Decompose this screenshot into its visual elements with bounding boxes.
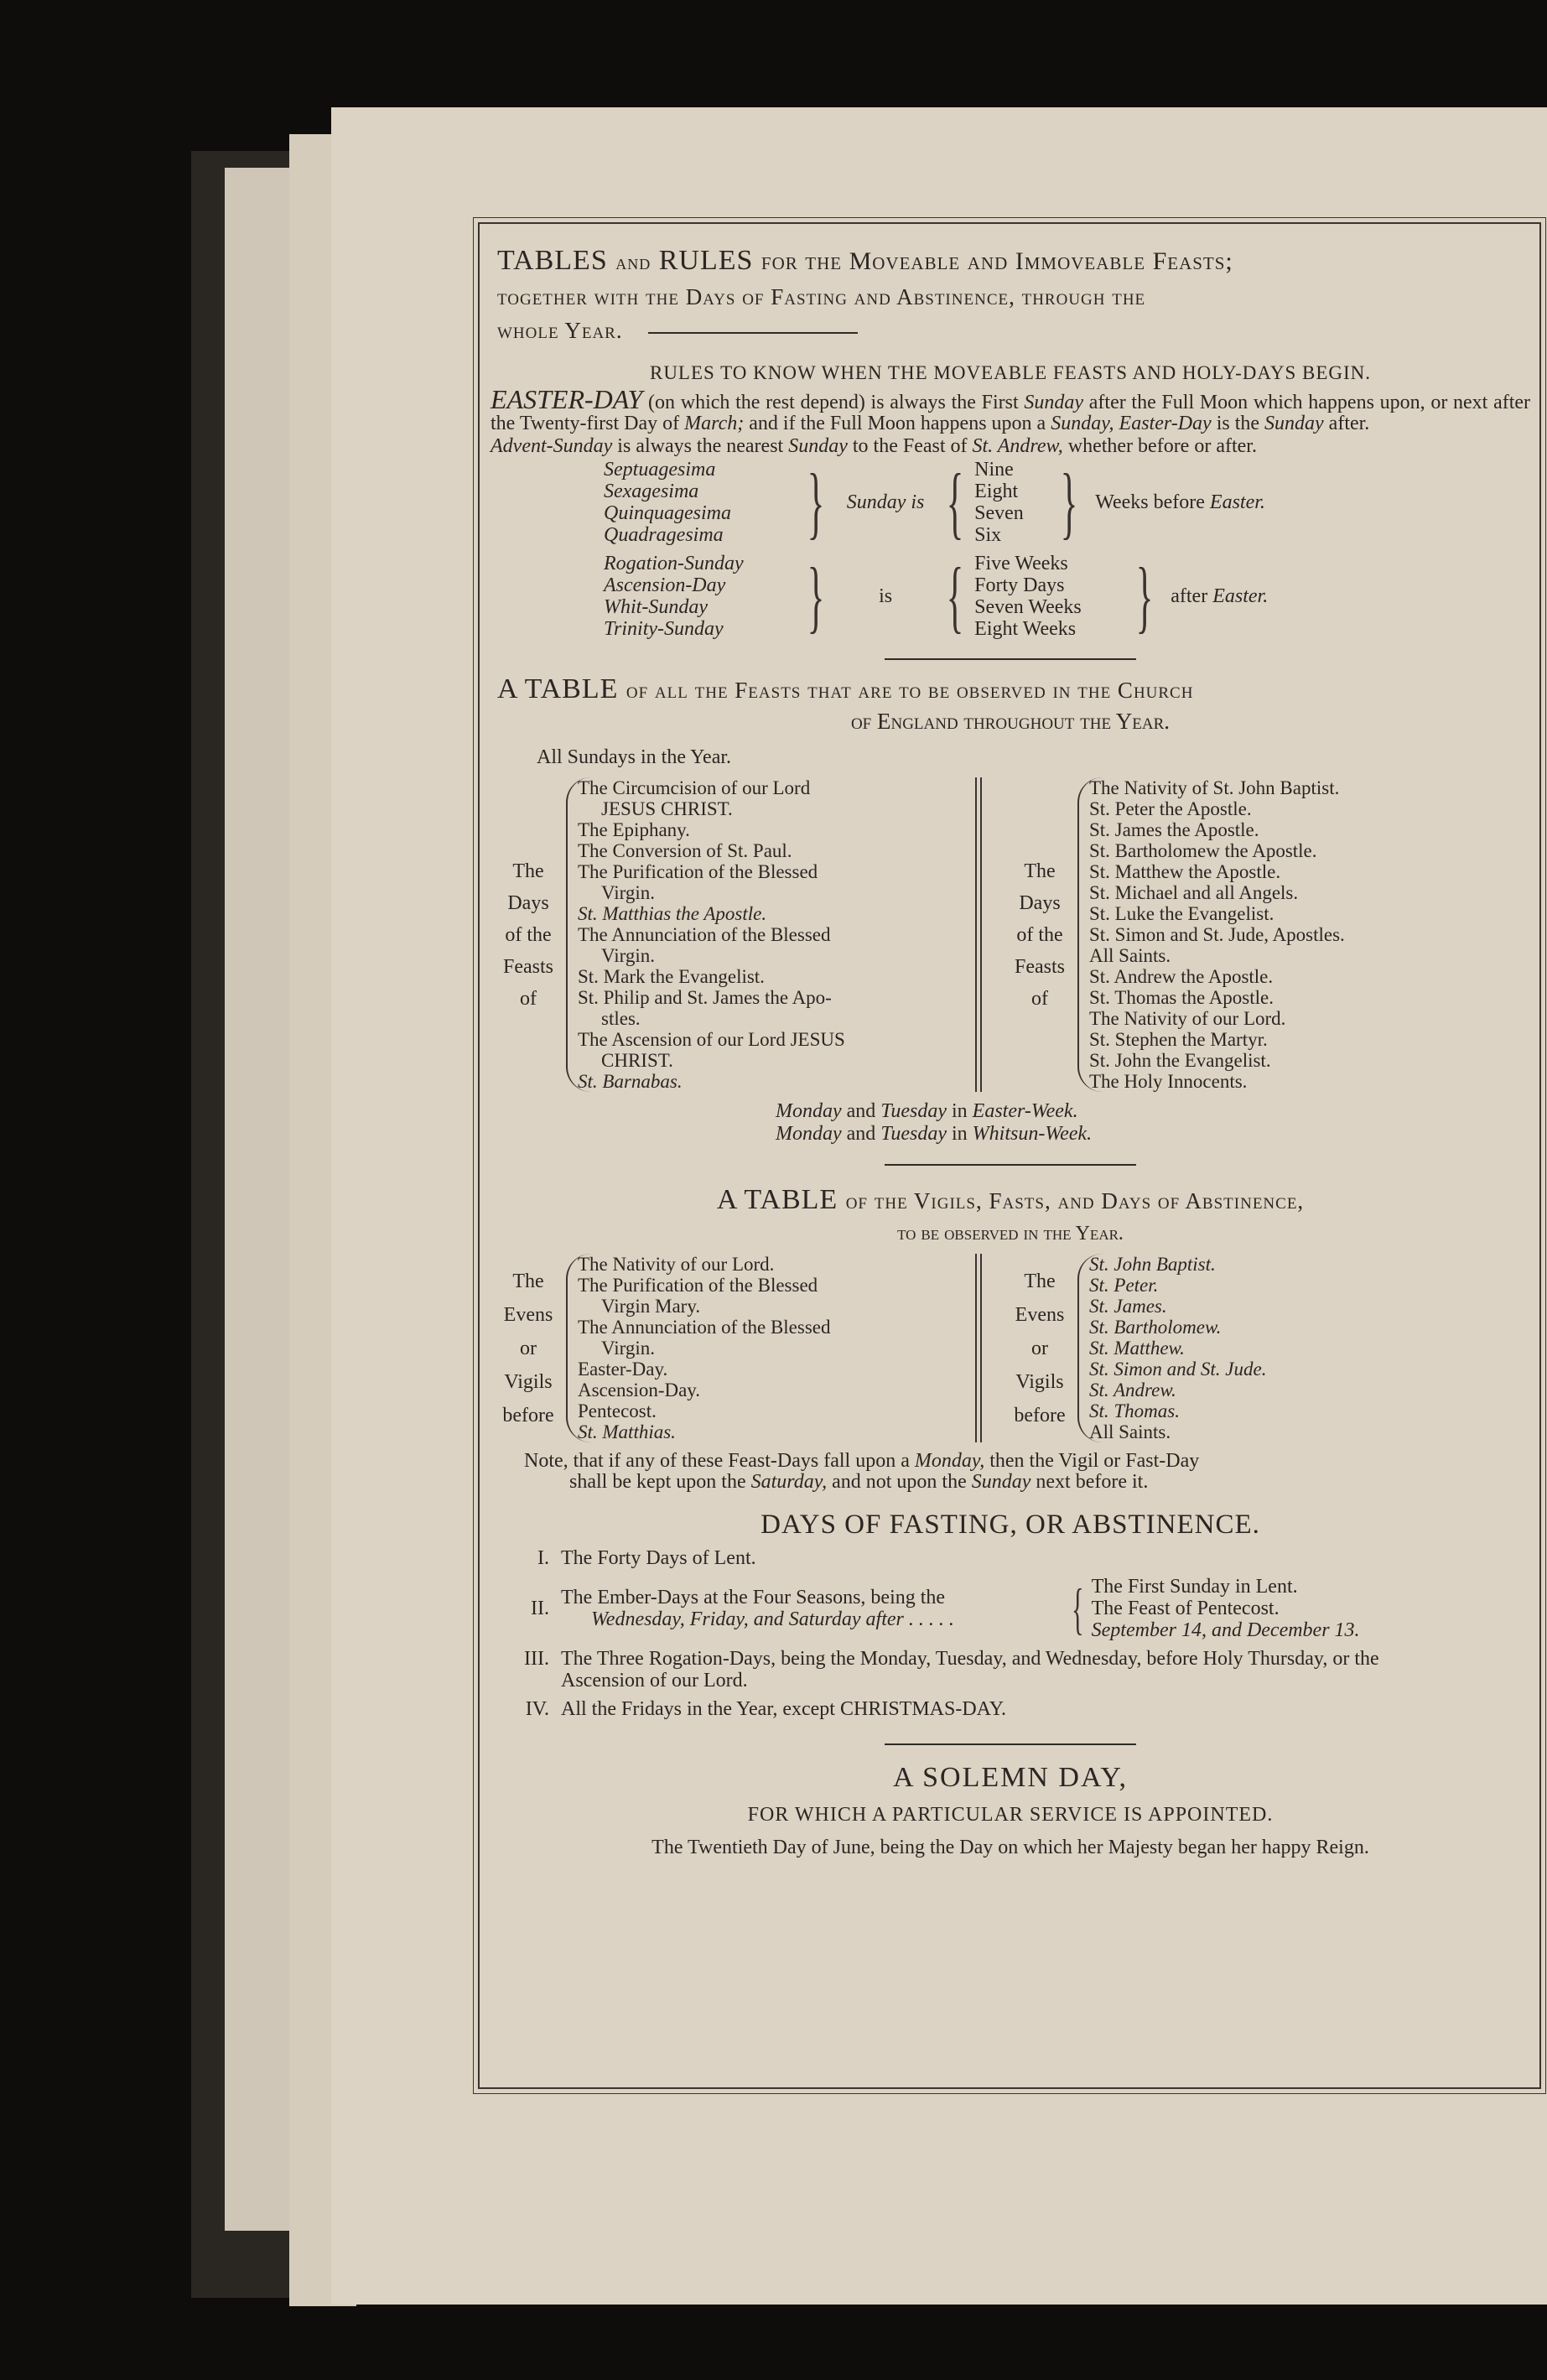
group1-name: Quinquagesima	[604, 502, 731, 524]
side-label-line: of	[520, 987, 537, 1010]
list-item: All Saints.	[1089, 945, 1171, 966]
rogation-group	[604, 553, 1530, 640]
side-label-line: Evens	[503, 1303, 553, 1326]
note-sunday: Sunday	[971, 1471, 1031, 1493]
group1-end-b: Easter.	[1209, 491, 1265, 513]
footer-word: and	[846, 1100, 876, 1122]
note-monday: Monday,	[914, 1450, 985, 1472]
list-item: All Saints.	[1089, 1421, 1171, 1442]
fasting-item-3	[491, 1648, 1530, 1691]
footer-word: in	[951, 1123, 968, 1145]
feasts-title	[497, 673, 1530, 705]
title-rules: RULES	[658, 245, 754, 276]
advent-text-1: is always the nearest	[617, 435, 784, 457]
vigils-table	[491, 1254, 1530, 1442]
item-text: The Three Rogation-Days, being the Monday, Tuesday, and Wednesday, before Holy Thursday, or the Ascension of our Lord.	[561, 1648, 1379, 1691]
vigils-right-label	[1002, 1254, 1077, 1442]
side-label-line: Evens	[1015, 1303, 1065, 1326]
easter-day: Easter-Day	[1119, 413, 1212, 434]
group2-name: Trinity-Sunday	[604, 618, 724, 640]
solemn-title: A SOLEMN DAY,	[892, 1762, 1129, 1793]
vigils-title-c: to be observed in the Year.	[897, 1223, 1124, 1245]
item-number: II.	[531, 1598, 549, 1619]
list-item: Virgin.	[601, 1338, 656, 1359]
list-item: St. Bartholomew the Apostle.	[1089, 840, 1317, 861]
list-item: St. John the Evangelist.	[1089, 1050, 1271, 1071]
septuagesima-group	[604, 459, 1530, 546]
item-text: The Forty Days of Lent.	[561, 1547, 756, 1569]
group1-count: Nine	[974, 459, 1014, 481]
group1-count: Seven	[974, 502, 1024, 524]
section-rule	[885, 1743, 1136, 1745]
page-content	[491, 243, 1530, 1859]
side-label-line: Vigils	[504, 1370, 553, 1393]
item-text: All the Fridays in the Year, except CHRISTMAS-DAY.	[561, 1698, 1007, 1720]
easter-text-4: is the	[1216, 413, 1260, 434]
group2-count: Eight Weeks	[974, 618, 1077, 640]
list-item: JESUS CHRIST.	[601, 798, 733, 819]
list-item: St. Stephen the Martyr.	[1089, 1029, 1268, 1050]
footer-word: Whitsun-Week.	[972, 1123, 1093, 1145]
title-line3: whole Year.	[497, 318, 623, 343]
advent-andrew: St. Andrew,	[972, 435, 1063, 457]
list-item: St. Bartholomew.	[1089, 1317, 1222, 1338]
list-item: St. Matthew the Apostle.	[1089, 861, 1281, 882]
brace-left: {	[1071, 1577, 1084, 1640]
note-saturday: Saturday,	[750, 1471, 828, 1493]
solemn-text: The Twentieth Day of June, being the Day on which her Majesty began her happy Reign.	[652, 1837, 1369, 1858]
feasts-footer-line1	[776, 1100, 1530, 1123]
feasts-right-label	[1002, 777, 1077, 1092]
easter-sunday: Sunday	[1024, 392, 1084, 413]
list-item: St. Luke the Evangelist.	[1089, 903, 1274, 924]
note-text: shall be kept upon the	[569, 1471, 746, 1493]
column-divider	[975, 777, 982, 1092]
footer-word: in	[951, 1100, 968, 1122]
feasts-footer-line2	[776, 1123, 1530, 1146]
group2-count: Forty Days	[974, 574, 1065, 596]
fasting-item-4	[491, 1698, 1530, 1720]
group1-counts	[974, 459, 1050, 546]
title-tables: TABLES	[497, 245, 608, 276]
side-label-line: The	[512, 1270, 544, 1292]
side-label-line: or	[1031, 1337, 1048, 1359]
group1-end-a: Weeks before	[1095, 491, 1205, 513]
group1-name: Sexagesima	[604, 481, 699, 502]
side-label-line: before	[502, 1404, 554, 1426]
list-item: St. Matthew.	[1089, 1338, 1185, 1359]
feasts-title-a: A TABLE	[497, 673, 619, 704]
easter-march: March;	[684, 413, 745, 434]
column-divider	[975, 1254, 982, 1442]
list-item: St. Michael and all Angels.	[1089, 882, 1299, 903]
list-item: The Nativity of our Lord.	[578, 1254, 775, 1275]
rules-heading: RULES TO KNOW WHEN THE MOVEABLE FEASTS AND HOLY-DAYS BEGIN.	[649, 362, 1372, 383]
list-item: St. Matthias the Apostle.	[578, 903, 767, 924]
brace-left: {	[946, 457, 964, 547]
title-line2: together with the Days of Fasting and Abstinence, through the	[497, 284, 1146, 309]
advent-text-2: to the Feast of	[852, 435, 968, 457]
list-item: Virgin Mary.	[601, 1296, 701, 1317]
list-item: St. Andrew.	[1089, 1380, 1176, 1400]
fasting-item-1	[491, 1547, 1530, 1569]
group1-name: Septuagesima	[604, 459, 716, 481]
ember-dates	[1092, 1576, 1360, 1641]
easter-sunday3: Sunday	[1264, 413, 1324, 434]
feasts-title-b: of all the Feasts that are to be observed in the Church	[626, 678, 1194, 703]
group2-mid: is	[879, 585, 893, 607]
vigils-section	[491, 1184, 1530, 1493]
list-item: Pentecost.	[578, 1400, 657, 1421]
group1-count: Eight	[974, 481, 1019, 502]
title-rule	[648, 332, 858, 334]
list-item: The Holy Innocents.	[1089, 1071, 1248, 1092]
vigils-title-a: A TABLE	[716, 1184, 838, 1215]
footer-word: Monday	[776, 1123, 842, 1145]
feasts-left-label	[491, 777, 566, 1092]
fasting-item-2	[491, 1576, 1530, 1641]
list-item: stles.	[601, 1008, 641, 1029]
group2-end	[1171, 585, 1268, 607]
brace-right: }	[1135, 551, 1154, 641]
list-item: St. John Baptist.	[1089, 1254, 1216, 1275]
item-text: The Ember-Days at the Four Seasons, being the	[561, 1587, 946, 1608]
easter-text-1: (on which the rest depend) is always the First	[648, 392, 1019, 413]
easter-text-2: after the Full Moon which happens upon, or next after the Twenty-first Day of	[491, 392, 1531, 434]
title-and: and	[615, 250, 652, 274]
advent-sunday: Sunday	[788, 435, 848, 457]
feasts-left-list	[566, 777, 955, 1092]
title-line1-rest: for the Moveable and Immoveable Feasts;	[761, 247, 1233, 275]
list-item: The Nativity of St. John Baptist.	[1089, 777, 1340, 798]
group2-end-b: Easter.	[1212, 585, 1269, 607]
group1-name: Quadragesima	[604, 524, 724, 546]
solemn-subtitle: FOR WHICH A PARTICULAR SERVICE IS APPOINTED.	[747, 1804, 1274, 1826]
side-label-line: before	[1014, 1404, 1066, 1426]
fasting-section	[491, 1510, 1530, 1720]
group2-name: Ascension-Day	[604, 574, 726, 596]
brace-right: }	[807, 551, 825, 641]
item-text: Wednesday, Friday, and Saturday after . . . . .	[591, 1608, 954, 1630]
side-label-line: Days	[507, 891, 549, 914]
brace-right: }	[807, 457, 825, 547]
list-item: St. Barnabas.	[578, 1071, 683, 1092]
easter-sunday2: Sunday,	[1051, 413, 1114, 434]
list-item: The Circumcision of our Lord	[578, 777, 811, 798]
group2-count: Seven Weeks	[974, 596, 1082, 618]
brace-right: }	[1060, 457, 1078, 547]
list-item: St. Simon and St. Jude.	[1089, 1359, 1267, 1380]
vigils-title	[491, 1184, 1530, 1216]
footer-word: and	[846, 1123, 876, 1145]
vigils-left-list	[566, 1254, 955, 1442]
side-label-line: of the	[505, 923, 552, 946]
feasts-table	[491, 777, 1530, 1092]
footer-word: Easter-Week.	[972, 1100, 1078, 1122]
vigils-note	[524, 1451, 1530, 1493]
group1-end	[1095, 491, 1265, 513]
list-item: The Annunciation of the Blessed	[578, 924, 831, 945]
side-label-line: The	[1024, 1270, 1056, 1292]
list-item: St. Thomas the Apostle.	[1089, 987, 1274, 1008]
easter-lead: EASTER-DAY	[491, 384, 643, 414]
list-item: The Annunciation of the Blessed	[578, 1317, 831, 1338]
list-item: Ascension-Day.	[578, 1380, 701, 1400]
ember-date: The Feast of Pentecost.	[1091, 1598, 1280, 1619]
list-item: The Ascension of our Lord JESUS	[578, 1029, 845, 1050]
brace-left: {	[946, 551, 964, 641]
group2-counts	[974, 553, 1125, 640]
side-label-line: Vigils	[1015, 1370, 1064, 1393]
side-label-line: The	[1024, 860, 1056, 882]
side-label-line: of the	[1016, 923, 1063, 946]
list-item: St. Philip and St. James the Apo-	[578, 987, 832, 1008]
item-number: IV.	[525, 1698, 549, 1720]
note-text: and not upon the	[832, 1471, 967, 1493]
list-item: CHRIST.	[601, 1050, 673, 1071]
list-item: Virgin.	[601, 945, 656, 966]
ember-date: The First Sunday in Lent.	[1091, 1576, 1298, 1598]
note-text: Note, that if any of these Feast-Days fall upon a	[524, 1450, 910, 1472]
list-item: St. Thomas.	[1089, 1400, 1180, 1421]
advent-lead: Advent-Sunday	[491, 435, 613, 457]
item-number: III.	[524, 1648, 549, 1670]
section-rule	[885, 1164, 1136, 1166]
ember-date: September 14, and December 13.	[1091, 1619, 1360, 1641]
side-label-line: Feasts	[1015, 955, 1065, 978]
list-item: The Epiphany.	[578, 819, 690, 840]
list-item: St. James the Apostle.	[1089, 819, 1259, 840]
vigils-right-list	[1077, 1254, 1450, 1442]
list-item: St. Peter.	[1089, 1275, 1159, 1296]
vigils-title-b: of the Vigils, Fasts, and Days of Abstinence,	[845, 1188, 1305, 1213]
group2-name: Rogation-Sunday	[604, 553, 744, 574]
feasts-right-list	[1077, 777, 1450, 1092]
group2-end-a: after	[1171, 585, 1208, 607]
vigils-left-label	[491, 1254, 566, 1442]
easter-text-5: after.	[1328, 413, 1370, 434]
side-label-line: Days	[1019, 891, 1061, 914]
group2-count: Five Weeks	[974, 553, 1068, 574]
list-item: Easter-Day.	[578, 1359, 668, 1380]
list-item: The Conversion of St. Paul.	[578, 840, 792, 861]
group1-mid: Sunday is	[846, 491, 925, 513]
group1-count: Six	[974, 524, 1002, 546]
note-text: next before it.	[1036, 1471, 1149, 1493]
feasts-footer	[776, 1100, 1530, 1146]
note-text: then the Vigil or Fast-Day	[989, 1450, 1200, 1472]
list-item: The Purification of the Blessed	[578, 861, 818, 882]
feasts-section	[491, 673, 1530, 1146]
list-item: St. Matthias.	[578, 1421, 676, 1442]
list-item: St. Andrew the Apostle.	[1089, 966, 1274, 987]
side-label-line: Feasts	[503, 955, 553, 978]
list-item: St. Mark the Evangelist.	[578, 966, 765, 987]
section-rule	[885, 658, 1136, 660]
footer-word: Monday	[776, 1100, 842, 1122]
feasts-title-c: of England throughout the Year.	[850, 709, 1171, 734]
easter-text-3: and if the Full Moon happens upon a	[749, 413, 1046, 434]
list-item: St. Peter the Apostle.	[1089, 798, 1252, 819]
advent-text-3: whether before or after.	[1067, 435, 1257, 457]
item-number: I.	[537, 1547, 549, 1569]
list-item: St. Simon and St. Jude, Apostles.	[1089, 924, 1345, 945]
group1-names	[604, 459, 797, 546]
group2-names	[604, 553, 797, 640]
easter-paragraph	[491, 384, 1531, 434]
list-item: The Nativity of our Lord.	[1089, 1008, 1286, 1029]
all-sundays: All Sundays in the Year.	[537, 746, 732, 768]
solemn-section	[491, 1762, 1530, 1859]
list-item: Virgin.	[601, 882, 656, 903]
group2-name: Whit-Sunday	[604, 596, 708, 618]
list-item: St. James.	[1089, 1296, 1167, 1317]
side-label-line: The	[512, 860, 544, 882]
fasting-title: DAYS OF FASTING, OR ABSTINENCE.	[761, 1510, 1260, 1540]
side-label-line: of	[1031, 987, 1048, 1010]
list-item: The Purification of the Blessed	[578, 1275, 818, 1296]
footer-word: Tuesday	[880, 1123, 947, 1145]
advent-paragraph	[491, 436, 1530, 457]
main-title	[497, 243, 1530, 347]
footer-word: Tuesday	[880, 1100, 947, 1122]
side-label-line: or	[520, 1337, 537, 1359]
